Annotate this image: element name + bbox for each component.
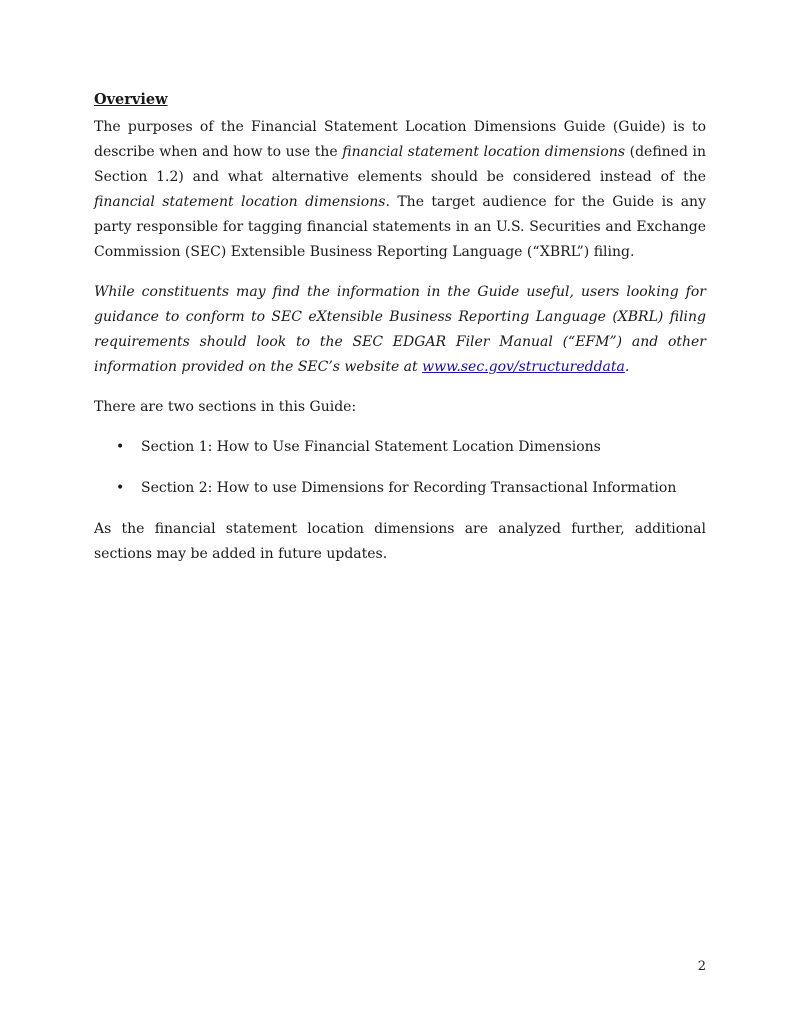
overview-text-2: (defined in Section 1.2) and what alternative elements should be considered instead of the: [94, 144, 706, 185]
section-heading: Overview: [94, 91, 168, 108]
guidance-note-end: .: [624, 359, 630, 375]
page-number: 2: [697, 959, 706, 974]
bullet-icon: •: [116, 439, 125, 455]
overview-italic-term-2: financial statement location dimensions: [94, 194, 386, 210]
closing-paragraph: As the financial statement location dimensions are analyzed further, additional sections may be added in future updates.: [94, 521, 706, 562]
bullet-icon: •: [116, 480, 125, 496]
section-2-label: Section 2: How to use Dimensions for Recording Transactional Information: [141, 480, 677, 496]
guidance-note-text: While constituents may find the information in the Guide useful, users looking for guidance to conform to SEC eXtensible Business Reporting Language (XBRL) filing requirements should look to the SEC EDGAR Filer Manual (“EFM”) and other information provided on the SEC’s website at: [94, 284, 706, 375]
sections-intro: There are two sections in this Guide:: [94, 399, 357, 415]
overview-text-1: The purposes of the Financial Statement Location Dimensions Guide (Guide) is to describe when and how to use the: [94, 119, 706, 160]
overview-paragraph: [94, 115, 706, 265]
section-1-label: Section 1: How to Use Financial Statement Location Dimensions: [141, 439, 601, 455]
overview-text-3: . The target audience for the Guide is any party responsible for tagging financial statements in an U.S. Securities and Exchange Commission (SEC) Extensible Business Reporting Language (“XBRL”) filing.: [94, 194, 706, 260]
document-body: [94, 89, 706, 582]
sec-website-link[interactable]: www.sec.gov/structureddata: [422, 359, 625, 375]
list-item: [94, 435, 706, 460]
overview-italic-term-1: financial statement location dimensions: [342, 144, 626, 160]
sections-list: [94, 435, 706, 501]
guidance-note-paragraph: [94, 280, 706, 380]
list-item: [94, 476, 706, 501]
